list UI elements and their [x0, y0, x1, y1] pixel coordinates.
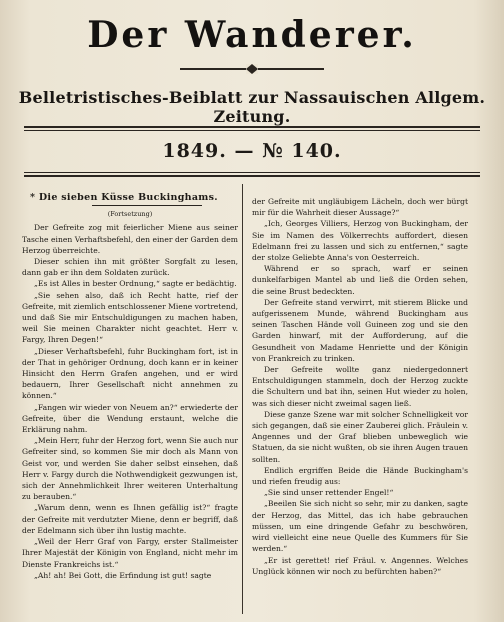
paragraph: „Er ist gerettet! rief Fräul. v. Angennes. Welches Unglück können wir noch zu befürchten haben?“	[252, 555, 468, 576]
paragraph: Diese ganze Szene war mit solcher Schnelligkeit vor sich gegangen, daß sie einer Zauberei glich. Fräulein v. Angennes und der Graf blieben unbeweglich wie Statuen, da sie nicht wußten, ob sie ihren Augen trauen sollten.	[252, 409, 468, 464]
paragraph: „Weil der Herr Graf von Fargy, erster Stallmeister Ihrer Majestät der Königin von England, nicht mehr im Dienste Frankreichs ist.“	[22, 537, 238, 569]
paragraph: „Ah! ah! Bei Gott, die Erfindung ist gut! sagte	[34, 570, 212, 580]
heading-underline	[92, 205, 202, 206]
continuation-note: (Fortsetzung)	[107, 210, 153, 219]
paragraph: „Beeilen Sie sich nicht so sehr, mir zu danken, sagte der Herzog, das Mittel, das ich habe gebrauchen müssen, um eine dringende Gefahr zu beschwören, wird vielleicht eine neue Quelle des Kummers für Sie werden.“	[252, 499, 468, 554]
ornament-diamond-icon	[246, 64, 258, 74]
column-divider	[242, 184, 243, 614]
header-rule-bottom-thin	[24, 172, 480, 173]
paragraph: Der Gefreite wollte ganz niedergedonnert Entschuldigungen stammeln, doch der Herzog zuckte die Schultern und bat ihn, seinen Hut wieder zu holen, was sich dieser nicht zweimal sagen ließ.	[252, 365, 468, 408]
paragraph: Dieser schien ihn mit größter Sorgfalt zu lesen, dann gab er ihn dem Soldaten zurück.	[22, 257, 238, 278]
paragraph: Endlich ergriffen Beide die Hände Buckingham's und riefen freudig aus:	[252, 465, 468, 487]
header-rule-top-thin	[24, 130, 480, 131]
paragraph: „Dieser Verhaftsbefehl, fuhr Buckingham fort, ist in der That in gehöriger Ordnung, doch kann er in keiner Hinsicht den Herrn Grafen angehen, und er wird bedauern, Ihrer Gesellschaft nicht annehmen zu können.“	[22, 346, 238, 401]
ornamental-rule	[180, 64, 324, 74]
paragraph: der Gefreite mit ungläubigem Lächeln, doch wer bürgt mir für die Wahrheit dieser Aussage?“	[252, 197, 468, 218]
paragraph: „Sie sehen also, daß ich Recht hatte, rief der Gefreite, mit ziemlich entschlossener Miene vortretend, und daß Sie mir Entschuldigungen zu machen haben, weil Sie meinen Charakter nicht geachtet. Herr v. Fargy, Ihren Degen!“	[22, 290, 238, 345]
article-heading: * Die sieben Küsse Buckinghams.	[30, 192, 218, 203]
paragraph: „Es ist Alles in bester Ordnung,“ sagte er bedächtig.	[34, 279, 237, 289]
paragraph: Während er so sprach, warf er seinen dunkelfarbigen Mantel ab und ließ die Orden sehen, die seine Brust bedeckten.	[252, 264, 468, 296]
column-right	[252, 196, 468, 577]
paragraph: „Warum denn, wenn es Ihnen gefällig ist?“ fragte der Gefreite mit verdutzter Miene, denn er begriff, daß der Edelmann sich über ihn lustig machte.	[22, 503, 238, 535]
column-left	[22, 192, 238, 581]
header-rule-top	[24, 126, 480, 128]
paragraph: „Ich, Georges Villiers, Herzog von Buckingham, der Sie im Namen des Völkerrechts auffordert, diesen Edelmann frei zu lassen und sich zu entfernen,“ sagte der stolze Geliebte Anna's von Oesterreich.	[252, 219, 468, 263]
paragraph: „Mein Herr, fuhr der Herzog fort, wenn Sie auch nur Gefreiter sind, so kommen Sie mir doch als Mann von Geist vor, und werden Sie daher selbst einsehen, daß Herr v. Fargy durch die Nothwendigkeit gezwungen ist, sich der Annehmlichkeit Ihrer weiteren Unterhaltung zu berauben.“	[22, 436, 238, 502]
paragraph: „Fangen wir wieder von Neuem an?“ erwiederte der Gefreite, über die Wendung erstaunt, welche die Erklärung nahm.	[22, 402, 238, 435]
paragraph: Der Gefreite zog mit feierlicher Miene aus seiner Tasche einen Verhaftsbefehl, den einer der Garden dem Herzog überreichte.	[22, 223, 238, 255]
paragraph: „Sie sind unser rettender Engel!“	[264, 488, 394, 498]
header-rule-bottom	[24, 175, 480, 177]
subtitle: Belletristisches-Beiblatt zur Nassauischen Allgem. Zeitung.	[18, 88, 486, 126]
paragraph: Der Gefreite stand verwirrt, mit stierem Blicke und aufgerissenem Munde, während Buckingham aus seinen Taschen Hände voll Guineen zog und sie den Garden hinwarf, mit der Aufforderung, auf die Gesundheit von Madame Henriette und der Königin von Frankreich zu trinken.	[252, 297, 468, 363]
masthead-title: Der Wanderer.	[87, 14, 417, 56]
issue-number: 1849. — № 140.	[162, 140, 342, 162]
